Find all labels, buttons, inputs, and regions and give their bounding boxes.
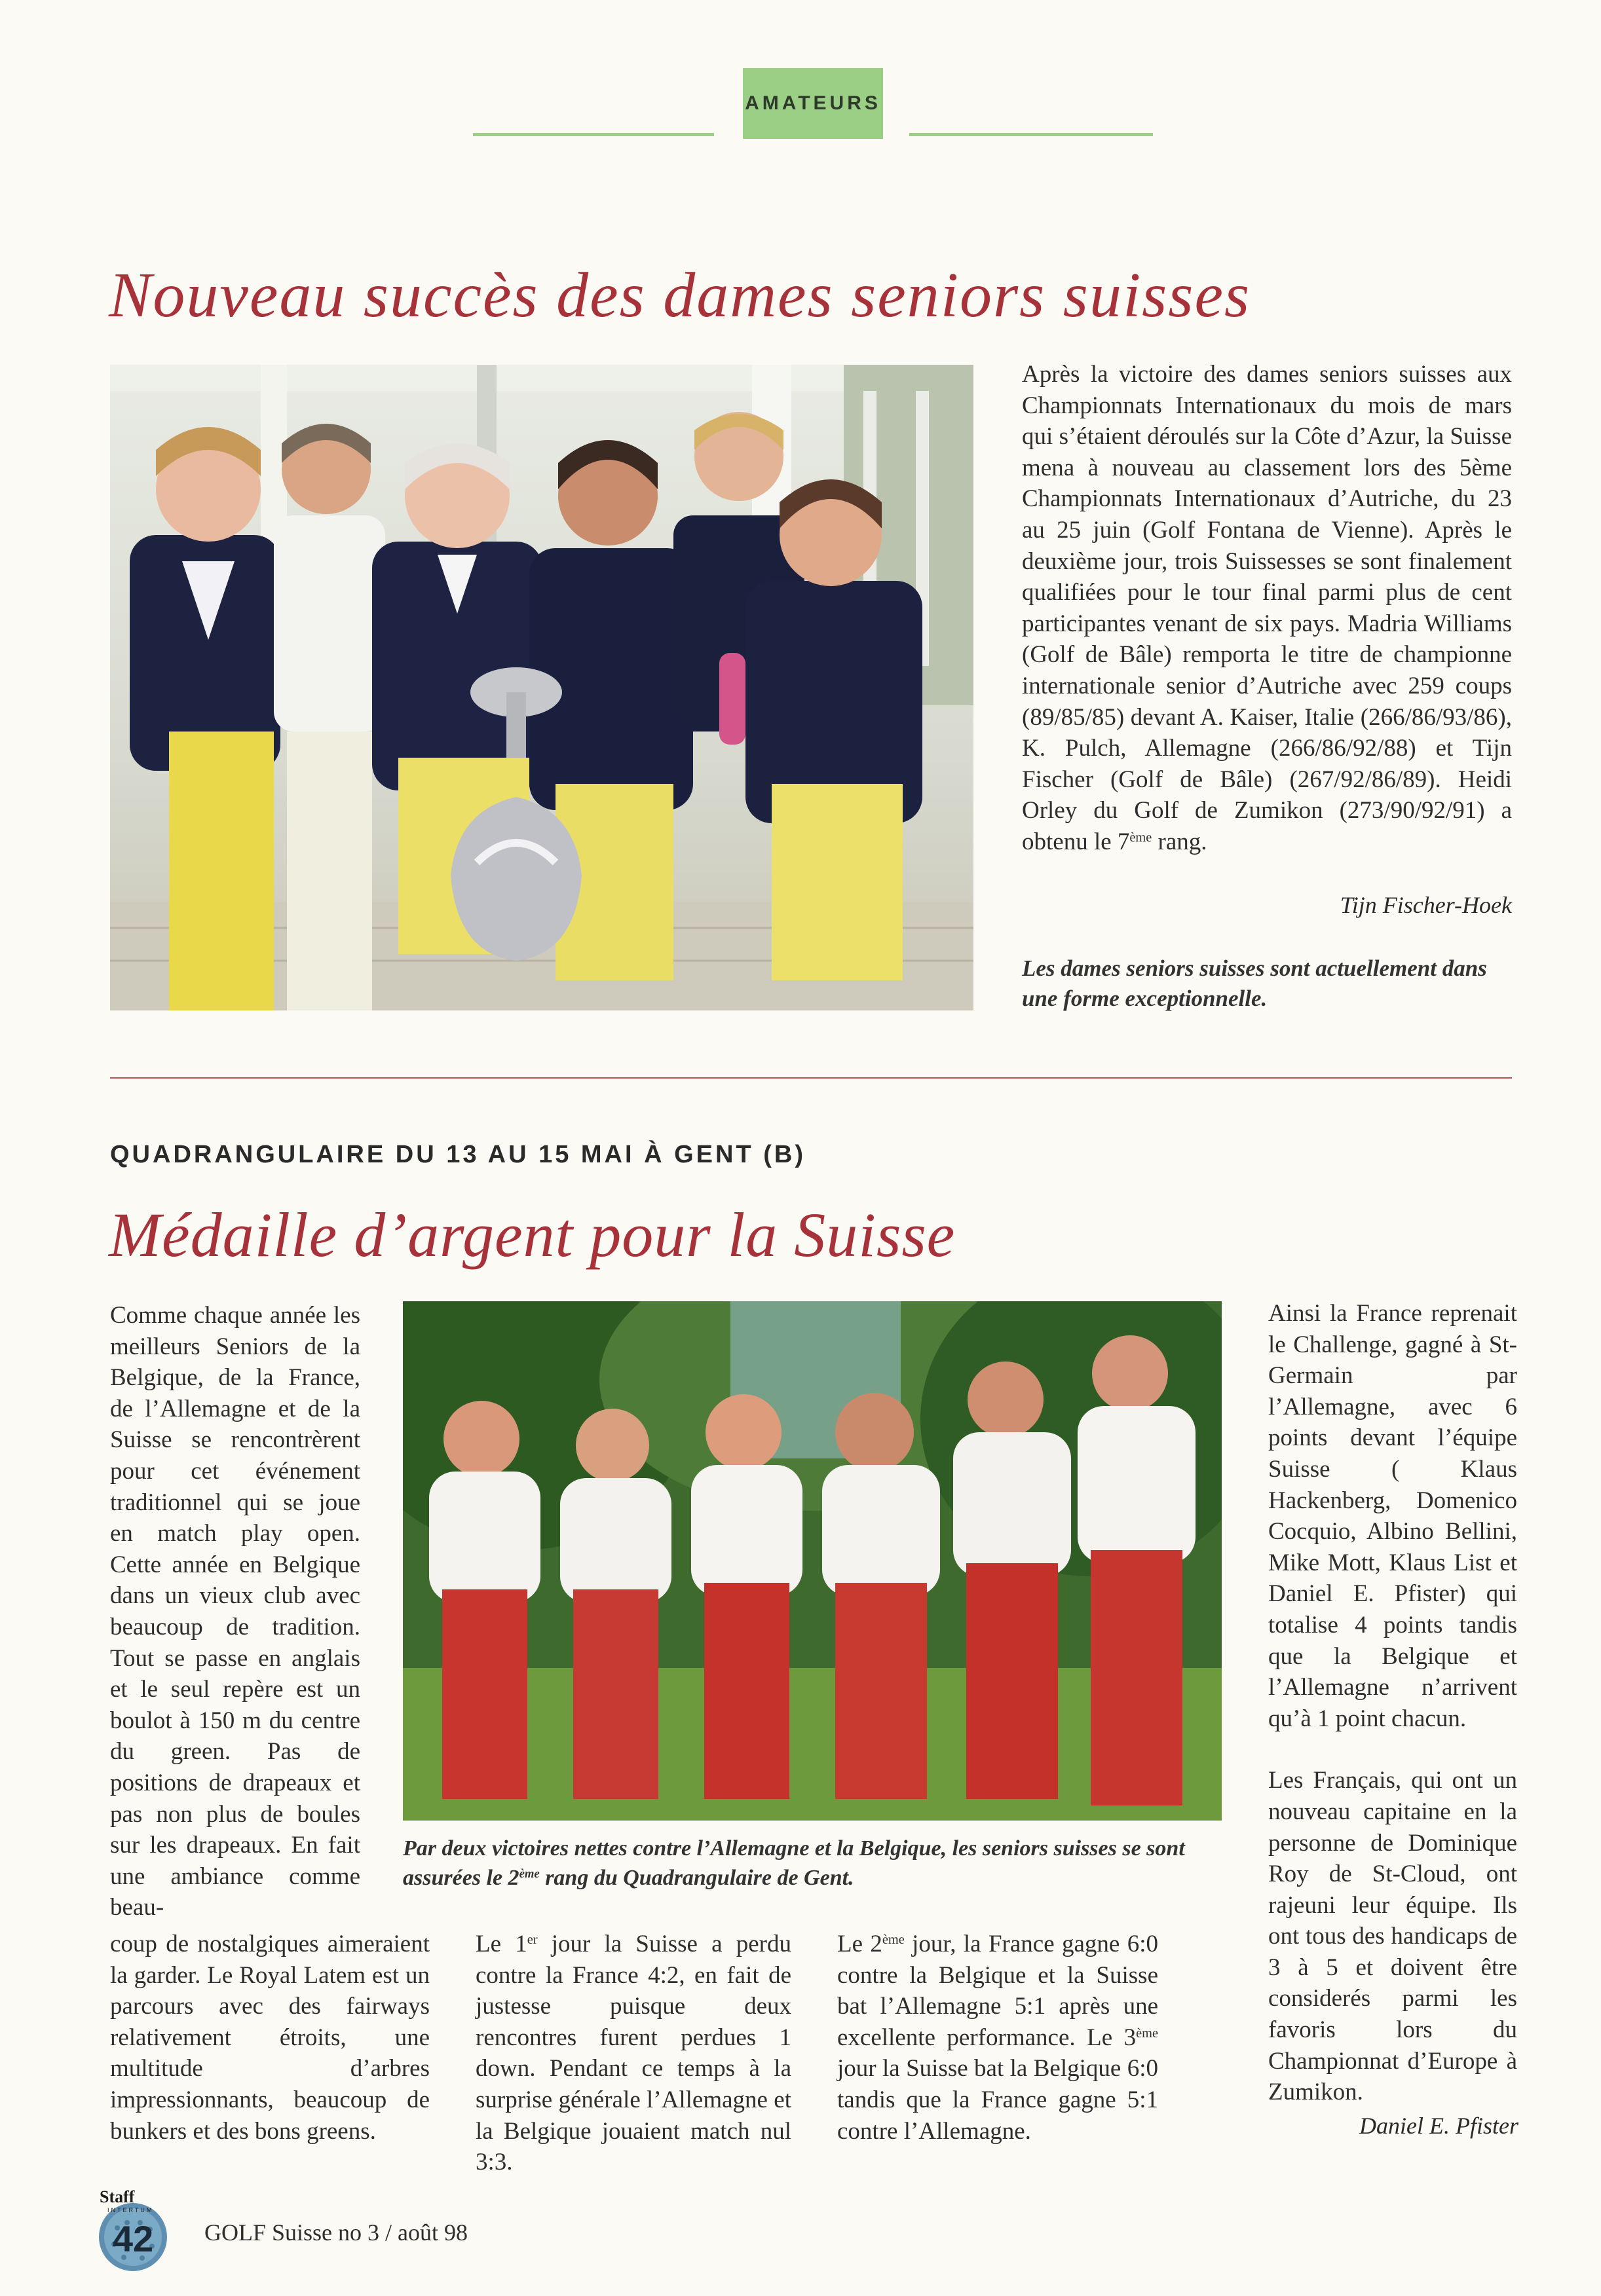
article2-col4 bbox=[1268, 1298, 1517, 2108]
article2-col4-paragraph-1: Ainsi la France reprenait le Challenge, gagné à St-Germain par l’Allemagne, avec 6 points devant l’équipe Suisse ( Klaus Hackenberg, Domenico Cocquio, Albino Bellini, Mike Mott, Klaus List et Daniel E. Pfister) qui totalise 4 points tandis que la Belgique et l’Allemagne n’arrivent qu’à 1 point chacun. bbox=[1268, 1300, 1517, 1732]
article2-kicker: QUADRANGULAIRE DU 13 AU 15 MAI À GENT (B) bbox=[110, 1141, 806, 1168]
staff-badge-label: Staff bbox=[100, 2187, 135, 2206]
header-rule-right bbox=[909, 133, 1153, 136]
publication-footer: GOLF Suisse no 3 / août 98 bbox=[204, 2219, 468, 2246]
staff-badge-sub: INTERTUM bbox=[107, 2207, 154, 2213]
article1-caption: Les dames seniors suisses sont actuellement dans une forme exceptionnelle. bbox=[1022, 955, 1487, 1011]
article2-col2: Le 1er jour la Suisse a perdu contre la France 4:2, en fait de justesse puisque deux rencontres furent perdues 1 down. Pendant ce temps à la surprise générale l’Allemagne et la Belgique jouaient match nul 3:3. bbox=[476, 1931, 792, 2176]
staff-badge bbox=[94, 2189, 172, 2274]
article2-col3: Le 2ème jour, la France gagne 6:0 contre la Belgique et la Suisse bat l’Allemagne 5:1 après une excellente performance. Le 3ème jour la Suisse bat la Belgique 6:0 tandis que la France gagne 5:1 contre l’Allemagne. bbox=[837, 1931, 1158, 2145]
article2-headline: Médaille d’argent pour la Suisse bbox=[109, 1200, 956, 1270]
section-tag: AMATEURS bbox=[743, 68, 883, 139]
seniors-team-photo bbox=[403, 1301, 1222, 1821]
page-number: 42 bbox=[112, 2218, 154, 2259]
article2-col1-top: Comme chaque année les meilleurs Seniors de la Belgique, de la France, de l’Allemagne et de la Suisse se rencontrèrent pour cet événement traditionnel qui se joue en match play open. Cette année en Belgique dans un vieux club avec beaucoup de tradition. Tout se passe en anglais et le seul repère est un boulot à 150 m du centre du green. Pas de positions de drapeaux et pas non plus de boules sur les drapeaux. En fait une ambiance comme beau- bbox=[110, 1302, 360, 1921]
article-separator bbox=[110, 1077, 1512, 1079]
article2-col4-paragraph-2: Les Français, qui ont un nouveau capitaine en la personne de Dominique Roy de St-Cloud, ont rajeuni leur équipe. Ils ont tous des handicaps de 3 à 5 et doivent être considerés parmi les favoris lors du Championnat d’Europe à Zumikon. bbox=[1268, 1767, 1517, 2106]
article2-author: Daniel E. Pfister bbox=[1359, 2113, 1518, 2139]
article2-photo-caption: Par deux victoires nettes contre l’Allemagne et la Belgique, les seniors suisses se sont assurées le 2ème rang du Quadrangulaire de Gent. bbox=[403, 1836, 1185, 1890]
ladies-team-photo bbox=[110, 365, 973, 1010]
header-rule-left bbox=[473, 133, 714, 136]
article2-col1-bottom: coup de nostalgiques aimeraient la garder. Le Royal Latem est un parcours avec des fairways relativement étroits, une multitude d’arbres impressionnants, beaucoup de bunkers et des bons greens. bbox=[110, 1931, 430, 2145]
article1-body: Après la victoire des dames seniors suisses aux Championnats Internationaux du mois de mars qui s’étaient déroulés sur la Côte d’Azur, la Suisse mena à nouveau au classement lors des 5ème Championnats Internationaux d’Autriche, du 23 au 25 juin (Golf Fontana de Vienne). Après le deuxième jour, trois Suissesses se sont finalement qualifiées pour le tour final parmi plus de cent participantes venant de six pays. Madria Williams (Golf de Bâle) remporta le titre de championne internationale senior d’Autriche avec 259 coups (89/85/85) devant A. Kaiser, Italie (266/86/93/86), K. Pulch, Allemagne (266/86/92/88) et Tijn Fischer (Golf de Bâle) (267/92/86/89). Heidi Orley du Golf de Zumikon (273/90/92/91) a obtenu le 7ème rang. bbox=[1022, 361, 1512, 855]
article1-author: Tijn Fischer-Hoek bbox=[1340, 892, 1512, 918]
article1-headline: Nouveau succès des dames seniors suisses bbox=[109, 260, 1251, 331]
